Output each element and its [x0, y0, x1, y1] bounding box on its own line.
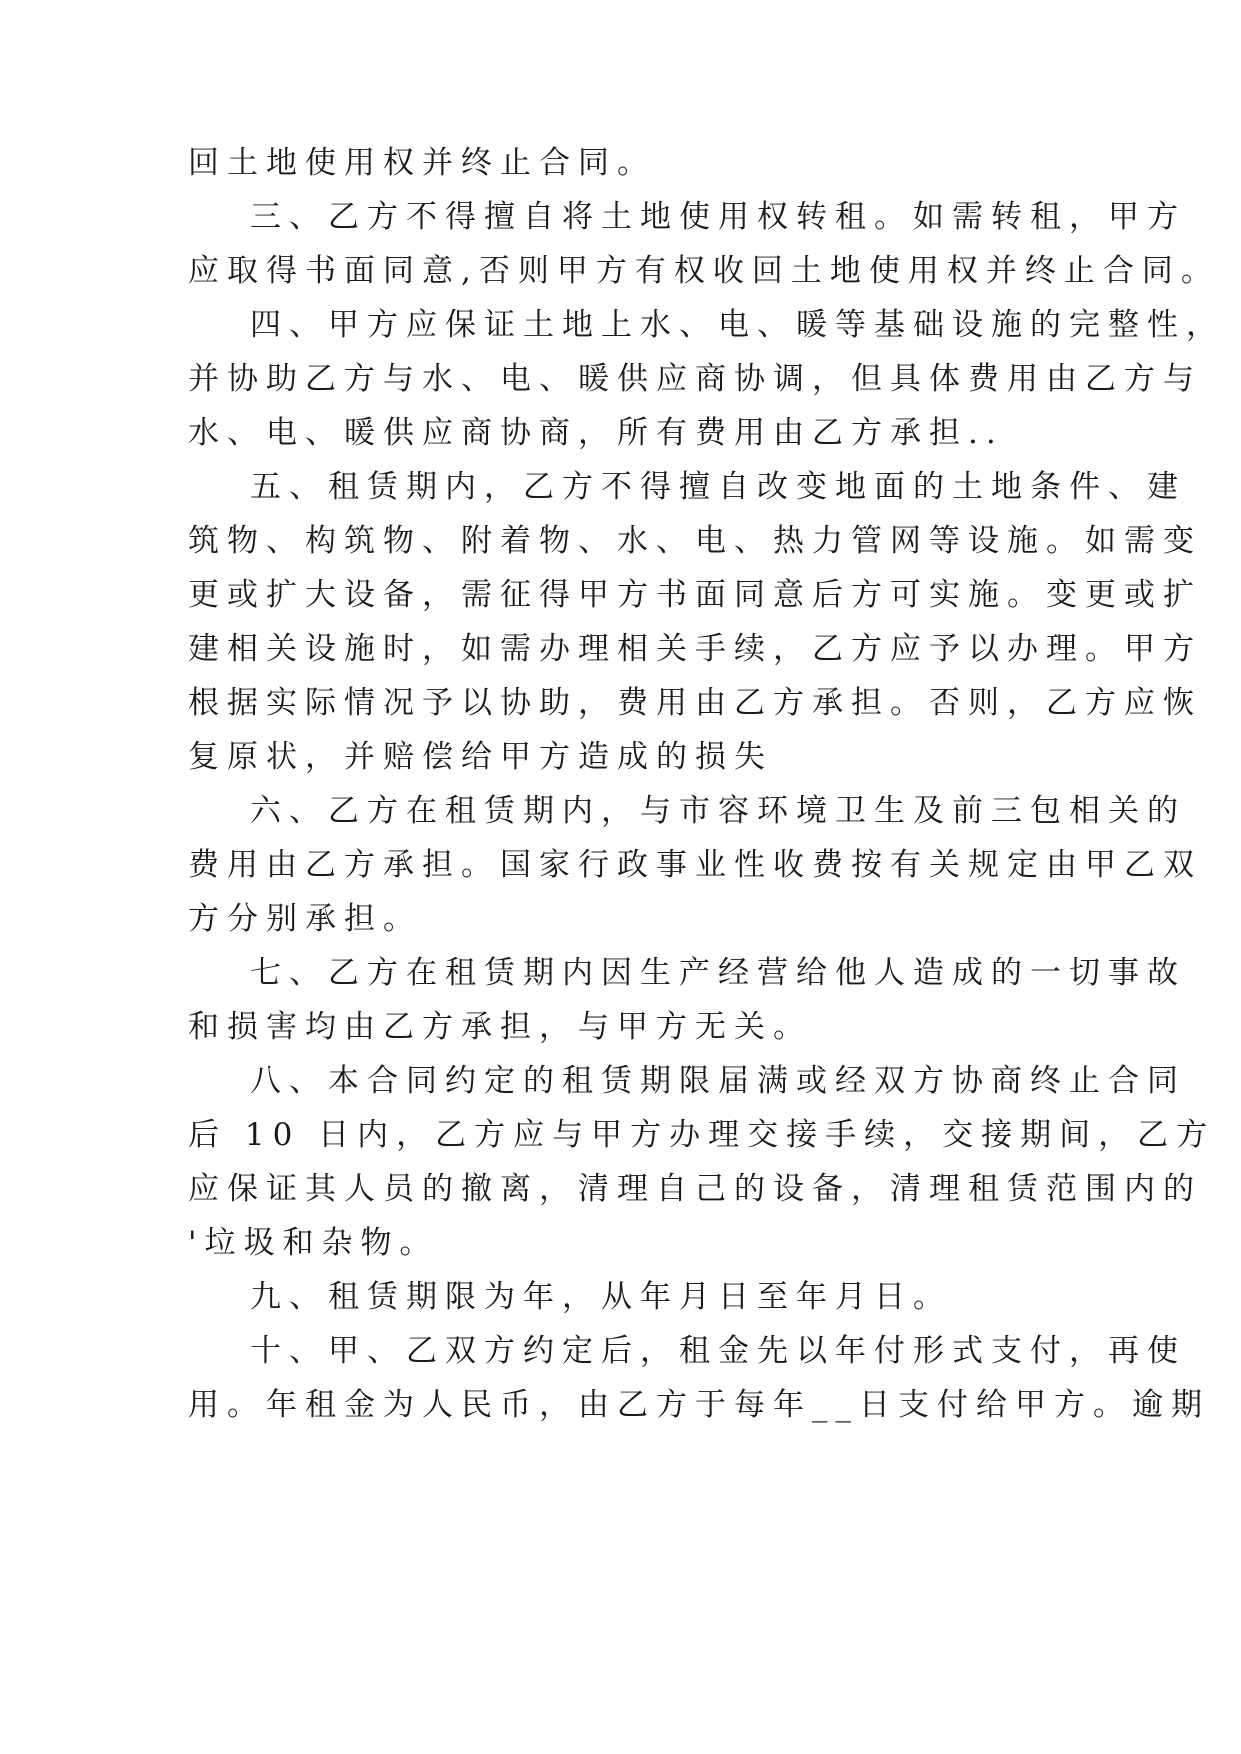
text-line: 方分别承担。 — [188, 901, 422, 937]
text-line: 用。年租金为人民币，由乙方于每年__日支付给甲方。逾期 — [188, 1387, 1210, 1423]
text-line: 费用由乙方承担。国家行政事业性收费按有关规定由甲乙双 — [188, 847, 1202, 883]
text-line: 建相关设施时，如需办理相关手续，乙方应予以办理。甲方 — [188, 631, 1202, 667]
text-line: 水、电、暖供应商协商，所有费用由乙方承担.. — [188, 415, 1004, 451]
text-line: 根据实际情况予以协助，费用由乙方承担。否则，乙方应恢 — [188, 685, 1202, 721]
text-line: 八、本合同约定的租赁期限届满或经双方协商终止合同 — [250, 1063, 1186, 1099]
text-line: 更或扩大设备，需征得甲方书面同意后方可实施。变更或扩 — [188, 577, 1202, 613]
text-line: 十、甲、乙双方约定后，租金先以年付形式支付，再使 — [250, 1333, 1186, 1369]
text-line: 四、甲方应保证土地上水、电、暖等基础设施的完整性， — [250, 307, 1225, 343]
text-line: 六、乙方在租赁期内，与市容环境卫生及前三包相关的 — [250, 793, 1186, 829]
text-line: 复原状，并赔偿给甲方造成的损失 — [188, 739, 773, 775]
text-line: 回土地使用权并终止合同。 — [188, 145, 656, 181]
text-line: 筑物、构筑物、附着物、水、电、热力管网等设施。如需变 — [188, 523, 1202, 559]
text-line: 五、租赁期内，乙方不得擅自改变地面的土地条件、建 — [250, 469, 1186, 505]
text-line: 后 10 日内，乙方应与甲方办理交接手续，交接期间，乙方 — [188, 1117, 1216, 1153]
text-line: 并协助乙方与水、电、暖供应商协调，但具体费用由乙方与 — [188, 361, 1202, 397]
text-line: 应取得书面同意,否则甲方有权收回土地使用权并终止合同。 — [188, 253, 1220, 289]
text-line: 应保证其人员的撤离，清理自己的设备，清理租赁范围内的 — [188, 1171, 1202, 1207]
text-line: '垃圾和杂物。 — [188, 1225, 439, 1261]
text-line: 和损害均由乙方承担，与甲方无关。 — [188, 1009, 812, 1045]
text-line: 九、租赁期限为年，从年月日至年月日。 — [250, 1279, 952, 1315]
text-line: 三、乙方不得擅自将土地使用权转租。如需转租，甲方 — [250, 199, 1186, 235]
text-line: 七、乙方在租赁期内因生产经营给他人造成的一切事故 — [250, 955, 1186, 991]
